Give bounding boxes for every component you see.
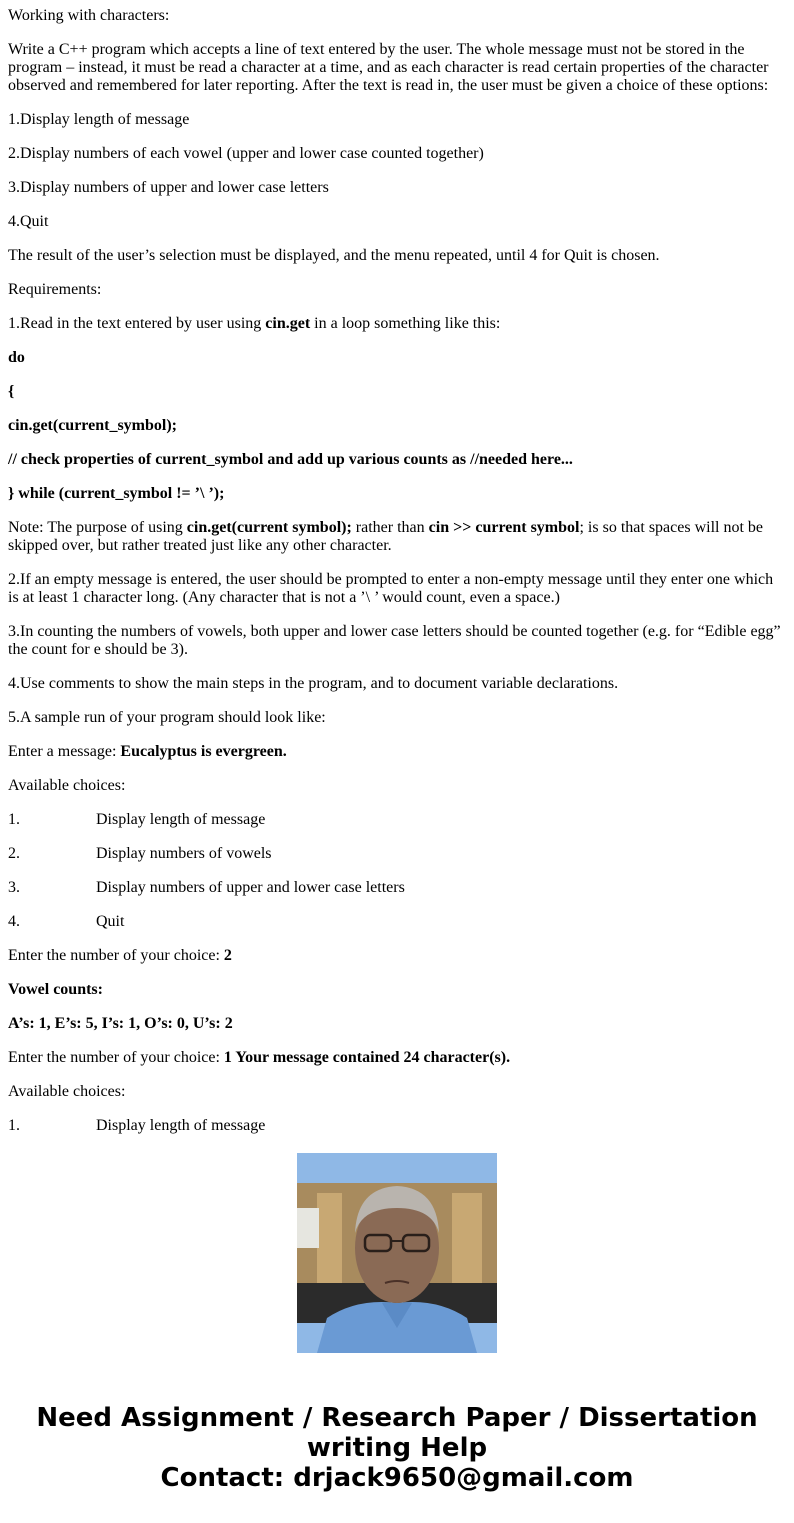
code-text: cin.get(current_symbol); xyxy=(8,417,177,434)
code-line-3 xyxy=(8,417,786,435)
code-line-5 xyxy=(8,485,786,503)
sample-choice-prompt-1 xyxy=(8,947,786,965)
intro-paragraph: Write a C++ program which accepts a line of text entered by the user. The whole message must not be stored in the program – instead, it must be read a character at a time, and as each character is read certain properties of the character observed and remembered for later reporting. After the text is read in, the user must be given a choice of these options: xyxy=(8,41,769,94)
promo-line-2: writing Help xyxy=(306,1433,488,1463)
promo-banner xyxy=(0,1403,794,1493)
document-title: Working with characters: xyxy=(8,7,170,24)
choice-number: 1. xyxy=(8,811,20,828)
choice-number: 3. xyxy=(8,879,20,896)
choice-label: Display length of message xyxy=(96,811,266,828)
sample-value: 1 Your message contained 24 character(s). xyxy=(223,1049,511,1066)
choice-number: 4. xyxy=(8,913,20,930)
choice-label: Display numbers of upper and lower case letters xyxy=(96,879,405,896)
choice-number: 1. xyxy=(8,1117,20,1134)
sample-choice-cut xyxy=(8,1117,786,1135)
sample-available-choices-2: Available choices: xyxy=(8,1083,126,1100)
sample-choice-2 xyxy=(8,845,786,863)
sample-value: Eucalyptus is evergreen. xyxy=(120,743,287,760)
sample-choice-3 xyxy=(8,879,786,897)
requirements-heading: Requirements: xyxy=(8,281,102,298)
option-4: 4.Quit xyxy=(8,213,49,230)
sample-vowel-counts xyxy=(8,1015,786,1033)
sample-value: A’s: 1, E’s: 5, I’s: 1, O’s: 0, U’s: 2 xyxy=(8,1015,233,1032)
sample-value: Vowel counts: xyxy=(8,981,103,998)
sample-label: Enter the number of your choice: xyxy=(8,1049,224,1066)
menu-note: The result of the user’s selection must be displayed, and the menu repeated, until 4 for Quit is chosen. xyxy=(8,247,660,264)
code-text: } while (current_symbol != ’\ ’); xyxy=(8,485,225,502)
sample-choice-4 xyxy=(8,913,786,931)
note-text: ; is so that spaces will not be skipped over, but rather treated just like any other character. xyxy=(8,519,764,554)
person-photo-icon xyxy=(297,1153,497,1353)
sample-choice-prompt-2 xyxy=(8,1049,786,1067)
note-text: rather than xyxy=(351,519,429,536)
sample-label: Enter a message: xyxy=(8,743,121,760)
req1-suffix: in a loop something like this: xyxy=(310,315,501,332)
requirement-5: 5.A sample run of your program should look like: xyxy=(8,709,326,726)
requirement-2: 2.If an empty message is entered, the user should be prompted to enter a non-empty message until they enter one which is at least 1 character long. (Any character that is not a ’\ ’ would count, even a space.) xyxy=(8,571,774,606)
choice-label: Display length of message xyxy=(96,1117,266,1134)
note-bold: cin >> current symbol xyxy=(428,519,580,536)
sample-choice-1 xyxy=(8,811,786,829)
sample-vowel-heading xyxy=(8,981,786,999)
note-text: Note: The purpose of using xyxy=(8,519,187,536)
req1-prefix: 1.Read in the text entered by user using xyxy=(8,315,266,332)
sample-value: 2 xyxy=(223,947,232,964)
req1-bold: cin.get xyxy=(265,315,311,332)
note-bold: cin.get(current symbol); xyxy=(186,519,352,536)
option-1: 1.Display length of message xyxy=(8,111,190,128)
sample-available-choices: Available choices: xyxy=(8,777,126,794)
choice-label: Quit xyxy=(96,913,125,930)
requirement-3: 3.In counting the numbers of vowels, both upper and lower case letters should be counted together (e.g. for “Edible egg” the count for e should be 3). xyxy=(8,623,781,658)
code-text: { xyxy=(8,383,15,400)
option-3: 3.Display numbers of upper and lower case letters xyxy=(8,179,329,196)
requirement-4: 4.Use comments to show the main steps in the program, and to document variable declarations. xyxy=(8,675,619,692)
avatar xyxy=(297,1153,497,1353)
code-line-4 xyxy=(8,451,786,469)
promo-contact: Contact: drjack9650@gmail.com xyxy=(160,1463,634,1493)
note-paragraph xyxy=(8,519,786,555)
document-body xyxy=(8,0,786,1134)
code-line-2 xyxy=(8,383,786,401)
code-line-1 xyxy=(8,349,786,367)
choice-number: 2. xyxy=(8,845,20,862)
choice-label: Display numbers of vowels xyxy=(96,845,272,862)
code-text: // check properties of current_symbol and add up various counts as //needed here... xyxy=(8,451,573,468)
code-text: do xyxy=(8,349,25,366)
sample-label: Enter the number of your choice: xyxy=(8,947,224,964)
option-2: 2.Display numbers of each vowel (upper and lower case counted together) xyxy=(8,145,484,162)
requirement-1 xyxy=(8,315,786,333)
promo-line-1: Need Assignment / Research Paper / Dissertation xyxy=(36,1403,758,1433)
sample-enter-message xyxy=(8,743,786,761)
